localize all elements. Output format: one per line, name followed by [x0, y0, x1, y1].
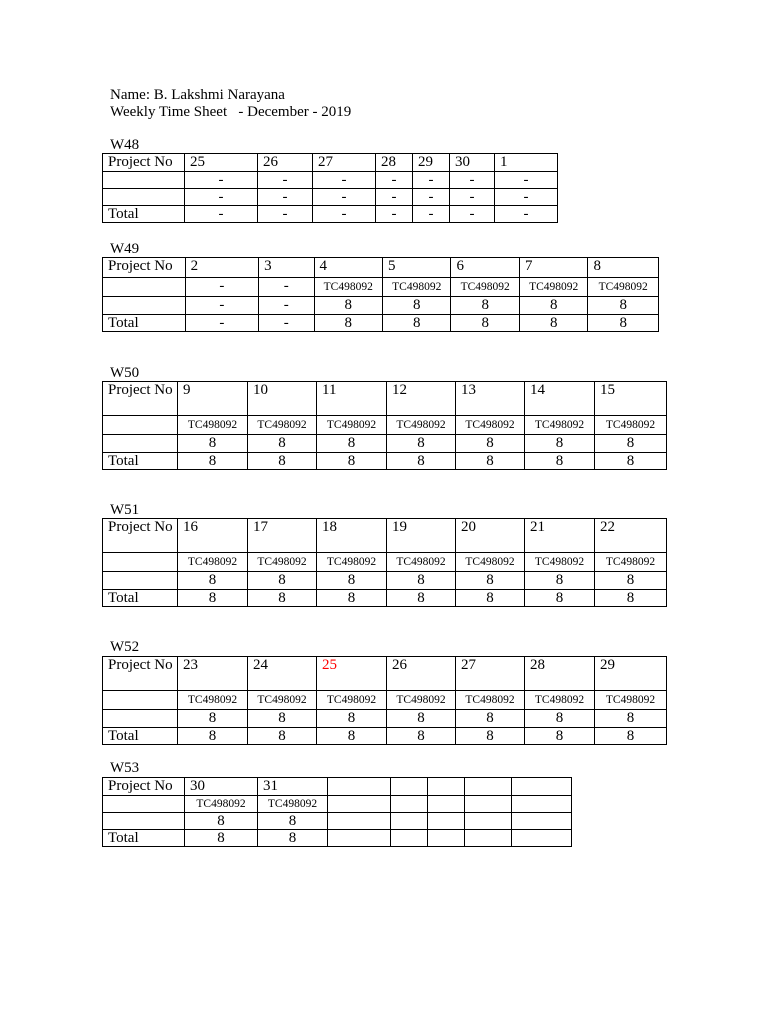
day-cell: 26: [258, 154, 313, 172]
total-cell: -: [185, 315, 259, 332]
hours-cell: 8: [595, 710, 667, 728]
total-cell: 8: [595, 728, 667, 745]
total-cell: 8: [178, 590, 248, 607]
project-cell: TC498092: [387, 553, 456, 572]
hours-cell: 8: [595, 435, 667, 453]
day-cell: 2: [185, 258, 259, 278]
total-cell: 8: [595, 590, 667, 607]
table-row: [103, 278, 659, 297]
day-cell: [391, 778, 428, 796]
row-label: [103, 553, 178, 572]
project-cell: TC498092: [258, 796, 328, 813]
hours-cell: [328, 813, 391, 830]
row-label: Project No: [103, 778, 185, 796]
table-row: [103, 830, 572, 847]
hours-cell: 8: [258, 813, 328, 830]
day-cell: 20: [456, 519, 525, 553]
total-cell: 8: [588, 315, 659, 332]
day-cell: 8: [588, 258, 659, 278]
day-cell: 12: [387, 382, 456, 416]
table-row: [103, 382, 667, 416]
project-cell: TC498092: [178, 691, 248, 710]
project-cell: TC498092: [387, 691, 456, 710]
day-cell: 1: [495, 154, 558, 172]
project-cell: -: [495, 172, 558, 189]
day-cell: 14: [525, 382, 595, 416]
total-label: Total: [103, 206, 185, 223]
project-cell: [512, 796, 572, 813]
hours-cell: 8: [248, 435, 317, 453]
project-cell: TC498092: [248, 691, 317, 710]
hours-cell: 8: [519, 297, 587, 315]
table-row: [103, 189, 558, 206]
hours-cell: 8: [595, 572, 667, 590]
highlighted-day-cell: 25: [317, 657, 387, 691]
table-row: [103, 154, 558, 172]
project-cell: -: [313, 172, 376, 189]
sheet-title: Weekly Time Sheet - December - 2019: [110, 104, 352, 120]
total-cell: [328, 830, 391, 847]
employee-name: Name: B. Lakshmi Narayana: [110, 87, 285, 103]
row-label: [103, 189, 185, 206]
project-cell: TC498092: [387, 416, 456, 435]
total-label: Total: [103, 453, 178, 470]
hours-cell: 8: [451, 297, 519, 315]
table-row: [103, 778, 572, 796]
hours-cell: 8: [456, 435, 525, 453]
project-cell: [465, 796, 512, 813]
hours-cell: 8: [525, 435, 595, 453]
total-cell: 8: [456, 728, 525, 745]
total-cell: 8: [248, 728, 317, 745]
project-cell: -: [413, 172, 450, 189]
day-cell: 28: [376, 154, 413, 172]
total-label: Total: [103, 830, 185, 847]
day-cell: 15: [595, 382, 667, 416]
project-cell: TC498092: [248, 416, 317, 435]
project-cell: TC498092: [317, 691, 387, 710]
project-cell: TC498092: [525, 553, 595, 572]
day-cell: 30: [450, 154, 495, 172]
project-cell: TC498092: [451, 278, 519, 297]
row-label: Project No: [103, 382, 178, 416]
day-cell: 6: [451, 258, 519, 278]
project-cell: -: [450, 172, 495, 189]
hours-cell: [512, 813, 572, 830]
project-cell: -: [185, 278, 259, 297]
total-cell: 8: [387, 590, 456, 607]
day-cell: 29: [413, 154, 450, 172]
row-label: [103, 416, 178, 435]
total-cell: [465, 830, 512, 847]
project-cell: TC498092: [456, 691, 525, 710]
total-cell: 8: [595, 453, 667, 470]
total-cell: 8: [525, 728, 595, 745]
table-row: [103, 297, 659, 315]
day-cell: 7: [519, 258, 587, 278]
day-cell: 19: [387, 519, 456, 553]
hours-cell: -: [450, 189, 495, 206]
project-cell: -: [258, 172, 313, 189]
day-cell: [465, 778, 512, 796]
project-cell: -: [376, 172, 413, 189]
hours-cell: -: [185, 297, 259, 315]
day-cell: 5: [382, 258, 450, 278]
day-cell: [512, 778, 572, 796]
day-cell: 18: [317, 519, 387, 553]
total-cell: 8: [314, 315, 382, 332]
hours-cell: 8: [387, 572, 456, 590]
project-cell: [391, 796, 428, 813]
project-cell: -: [185, 172, 258, 189]
table-row: [103, 206, 558, 223]
day-cell: 27: [313, 154, 376, 172]
week-label: W52: [110, 639, 140, 655]
table-row: [103, 728, 667, 745]
row-label: [103, 710, 178, 728]
project-cell: TC498092: [525, 416, 595, 435]
total-label: Total: [103, 728, 178, 745]
project-cell: TC498092: [588, 278, 659, 297]
total-cell: 8: [387, 728, 456, 745]
week-label: W51: [110, 502, 140, 518]
hours-cell: -: [413, 189, 450, 206]
day-cell: [328, 778, 391, 796]
hours-cell: 8: [317, 572, 387, 590]
table-row: [103, 710, 667, 728]
total-cell: [391, 830, 428, 847]
day-cell: [428, 778, 465, 796]
table-row: [103, 572, 667, 590]
row-label: [103, 796, 185, 813]
hours-cell: 8: [382, 297, 450, 315]
total-cell: -: [413, 206, 450, 223]
project-cell: -: [259, 278, 314, 297]
day-cell: 29: [595, 657, 667, 691]
week-table-w53: [102, 777, 572, 847]
day-cell: 31: [258, 778, 328, 796]
total-cell: 8: [317, 453, 387, 470]
hours-cell: [391, 813, 428, 830]
hours-cell: 8: [525, 572, 595, 590]
row-label: Project No: [103, 657, 178, 691]
week-table-w48: [102, 153, 558, 223]
total-cell: 8: [519, 315, 587, 332]
project-cell: TC498092: [317, 553, 387, 572]
project-cell: TC498092: [519, 278, 587, 297]
hours-cell: -: [259, 297, 314, 315]
hours-cell: -: [376, 189, 413, 206]
hours-cell: [465, 813, 512, 830]
total-cell: -: [376, 206, 413, 223]
day-cell: 3: [259, 258, 314, 278]
row-label: [103, 278, 186, 297]
table-row: [103, 590, 667, 607]
day-cell: 13: [456, 382, 525, 416]
total-cell: 8: [185, 830, 258, 847]
hours-cell: 8: [456, 710, 525, 728]
hours-cell: 8: [387, 710, 456, 728]
row-label: [103, 172, 185, 189]
hours-cell: 8: [317, 710, 387, 728]
row-label: Project No: [103, 519, 178, 553]
week-table-w50: [102, 381, 667, 470]
day-cell: 4: [314, 258, 382, 278]
hours-cell: -: [185, 189, 258, 206]
day-cell: 25: [185, 154, 258, 172]
total-label: Total: [103, 315, 186, 332]
week-label: W49: [110, 241, 140, 257]
table-row: [103, 435, 667, 453]
week-label: W53: [110, 760, 140, 776]
total-cell: 8: [248, 453, 317, 470]
project-cell: TC498092: [178, 553, 248, 572]
project-cell: [428, 796, 465, 813]
hours-cell: 8: [178, 710, 248, 728]
table-row: [103, 796, 572, 813]
hours-cell: 8: [248, 572, 317, 590]
table-row: [103, 691, 667, 710]
total-cell: 8: [456, 590, 525, 607]
day-cell: 24: [248, 657, 317, 691]
row-label: [103, 572, 178, 590]
total-cell: 8: [525, 453, 595, 470]
total-cell: 8: [456, 453, 525, 470]
table-row: [103, 553, 667, 572]
hours-cell: 8: [185, 813, 258, 830]
hours-cell: -: [258, 189, 313, 206]
project-cell: TC498092: [248, 553, 317, 572]
hours-cell: 8: [456, 572, 525, 590]
week-label: W48: [110, 137, 140, 153]
day-cell: 9: [178, 382, 248, 416]
table-row: [103, 657, 667, 691]
total-cell: -: [313, 206, 376, 223]
project-cell: TC498092: [314, 278, 382, 297]
total-cell: 8: [248, 590, 317, 607]
table-row: [103, 172, 558, 189]
day-cell: 30: [185, 778, 258, 796]
row-label: [103, 435, 178, 453]
project-cell: TC498092: [456, 416, 525, 435]
project-cell: TC498092: [185, 796, 258, 813]
total-cell: 8: [317, 590, 387, 607]
table-row: [103, 813, 572, 830]
project-cell: TC498092: [317, 416, 387, 435]
row-label: Project No: [103, 154, 185, 172]
hours-cell: -: [313, 189, 376, 206]
total-cell: 8: [258, 830, 328, 847]
total-label: Total: [103, 590, 178, 607]
day-cell: 10: [248, 382, 317, 416]
total-cell: -: [495, 206, 558, 223]
hours-cell: 8: [387, 435, 456, 453]
row-label: [103, 297, 186, 315]
day-cell: 26: [387, 657, 456, 691]
day-cell: 21: [525, 519, 595, 553]
hours-cell: 8: [588, 297, 659, 315]
total-cell: -: [259, 315, 314, 332]
day-cell: 23: [178, 657, 248, 691]
project-cell: TC498092: [595, 553, 667, 572]
week-table-w52: [102, 656, 667, 745]
total-cell: 8: [178, 728, 248, 745]
project-cell: TC498092: [456, 553, 525, 572]
row-label: [103, 691, 178, 710]
project-cell: TC498092: [178, 416, 248, 435]
hours-cell: 8: [178, 435, 248, 453]
total-cell: 8: [317, 728, 387, 745]
hours-cell: 8: [314, 297, 382, 315]
project-cell: [328, 796, 391, 813]
table-row: [103, 519, 667, 553]
total-cell: [512, 830, 572, 847]
total-cell: 8: [382, 315, 450, 332]
total-cell: 8: [451, 315, 519, 332]
table-row: [103, 416, 667, 435]
day-cell: 17: [248, 519, 317, 553]
table-row: [103, 453, 667, 470]
day-cell: 22: [595, 519, 667, 553]
row-label: [103, 813, 185, 830]
project-cell: TC498092: [595, 416, 667, 435]
project-cell: TC498092: [525, 691, 595, 710]
week-table-w49: [102, 257, 659, 332]
hours-cell: 8: [248, 710, 317, 728]
week-label: W50: [110, 365, 140, 381]
project-cell: TC498092: [382, 278, 450, 297]
day-cell: 11: [317, 382, 387, 416]
day-cell: 16: [178, 519, 248, 553]
total-cell: -: [450, 206, 495, 223]
hours-cell: 8: [317, 435, 387, 453]
hours-cell: 8: [178, 572, 248, 590]
total-cell: 8: [525, 590, 595, 607]
table-row: [103, 315, 659, 332]
table-row: [103, 258, 659, 278]
total-cell: [428, 830, 465, 847]
hours-cell: 8: [525, 710, 595, 728]
hours-cell: -: [495, 189, 558, 206]
project-cell: TC498092: [595, 691, 667, 710]
total-cell: -: [258, 206, 313, 223]
total-cell: 8: [178, 453, 248, 470]
hours-cell: [428, 813, 465, 830]
day-cell: 28: [525, 657, 595, 691]
day-cell: 27: [456, 657, 525, 691]
total-cell: -: [185, 206, 258, 223]
week-table-w51: [102, 518, 667, 607]
row-label: Project No: [103, 258, 186, 278]
total-cell: 8: [387, 453, 456, 470]
